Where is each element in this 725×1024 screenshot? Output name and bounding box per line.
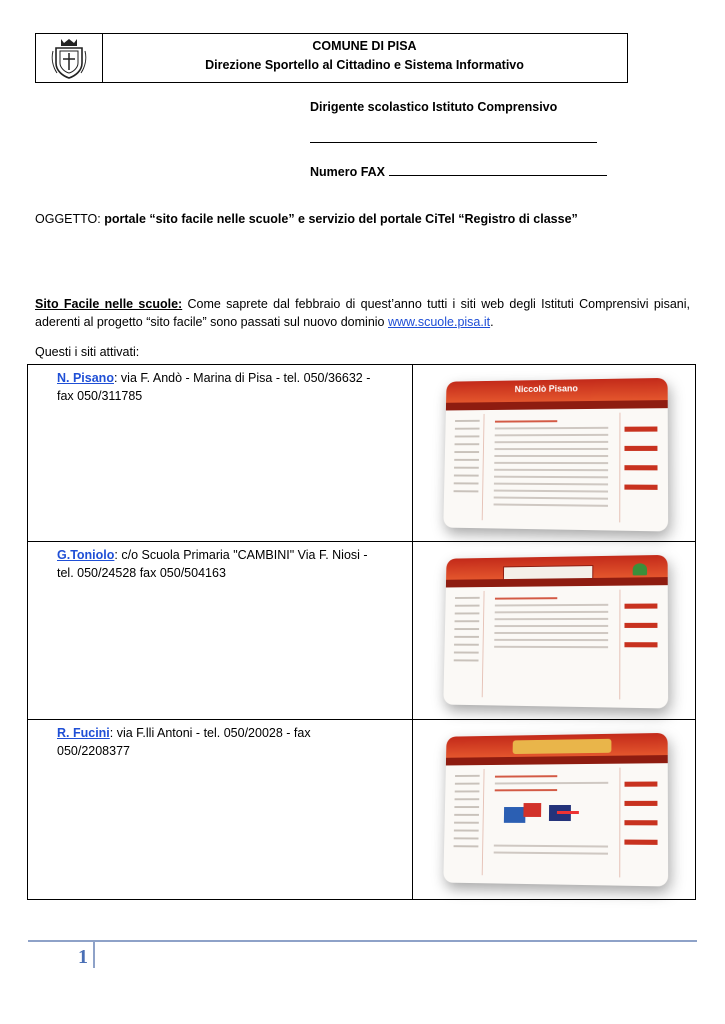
recipient-name-line [310, 132, 610, 146]
screenshot-caption: Niccolò Pisano [514, 383, 578, 395]
school-screenshot-cell [412, 542, 695, 720]
school-website-screenshot [443, 733, 668, 887]
municipality-name: COMUNE DI PISA [312, 39, 417, 53]
logo-cell [36, 34, 103, 82]
fax-blank [389, 175, 607, 176]
footer-rule [28, 940, 697, 942]
table-row [28, 365, 696, 542]
school-info-cell [28, 720, 413, 900]
school-details: : via F. Andò - Marina di Pisa - tel. 050/36632 - fax 050/311785 [57, 371, 371, 403]
subject-text: portale “sito facile nelle scuole” e servizio del portale CiTel “Registro di classe” [104, 212, 578, 226]
school-website-screenshot [443, 378, 668, 532]
school-link-pisano[interactable]: N. Pisano [57, 371, 114, 385]
fax-field [310, 165, 610, 179]
table-row [28, 542, 696, 720]
school-info-cell [28, 365, 413, 542]
school-link-fucini[interactable]: R. Fucini [57, 726, 110, 740]
page-number: 1 [78, 946, 88, 968]
table-row [28, 720, 696, 900]
subject-line [35, 212, 635, 226]
school-screenshot-cell [412, 365, 695, 542]
coat-of-arms-icon [51, 37, 87, 79]
school-details: : c/o Scuola Primaria "CAMBINI" Via F. Niosi - tel. 050/24528 fax 050/504163 [57, 548, 368, 580]
list-heading: Questi i siti attivati: [35, 345, 140, 359]
department-name: Direzione Sportello al Cittadino e Sistema Informativo [205, 58, 524, 72]
school-screenshot-cell [412, 720, 695, 900]
letterhead [35, 33, 628, 83]
intro-paragraph [35, 295, 690, 331]
intro-end: . [490, 315, 494, 329]
school-info-cell [28, 542, 413, 720]
letterhead-title [102, 37, 627, 75]
school-link-toniolo[interactable]: G.Toniolo [57, 548, 115, 562]
intro-label: Sito Facile nelle scuole: [35, 297, 183, 311]
intro-text: Come saprete dal febbraio di quest’anno tutti i siti web degli Istituti Comprensivi pisani, aderenti al progetto “sito facile” sono passati sul nuovo dominio [35, 297, 690, 329]
domain-link[interactable]: www.scuole.pisa.it [387, 315, 491, 329]
footer-divider [93, 942, 95, 968]
school-details: : via F.lli Antoni - tel. 050/20028 - fax 050/2208377 [57, 726, 311, 758]
schools-table [27, 364, 696, 900]
subject-prefix: OGGETTO: [35, 212, 105, 226]
recipient-title: Dirigente scolastico Istituto Comprensivo [310, 100, 558, 114]
fax-label: Numero FAX [310, 165, 386, 179]
school-website-screenshot [443, 555, 668, 709]
